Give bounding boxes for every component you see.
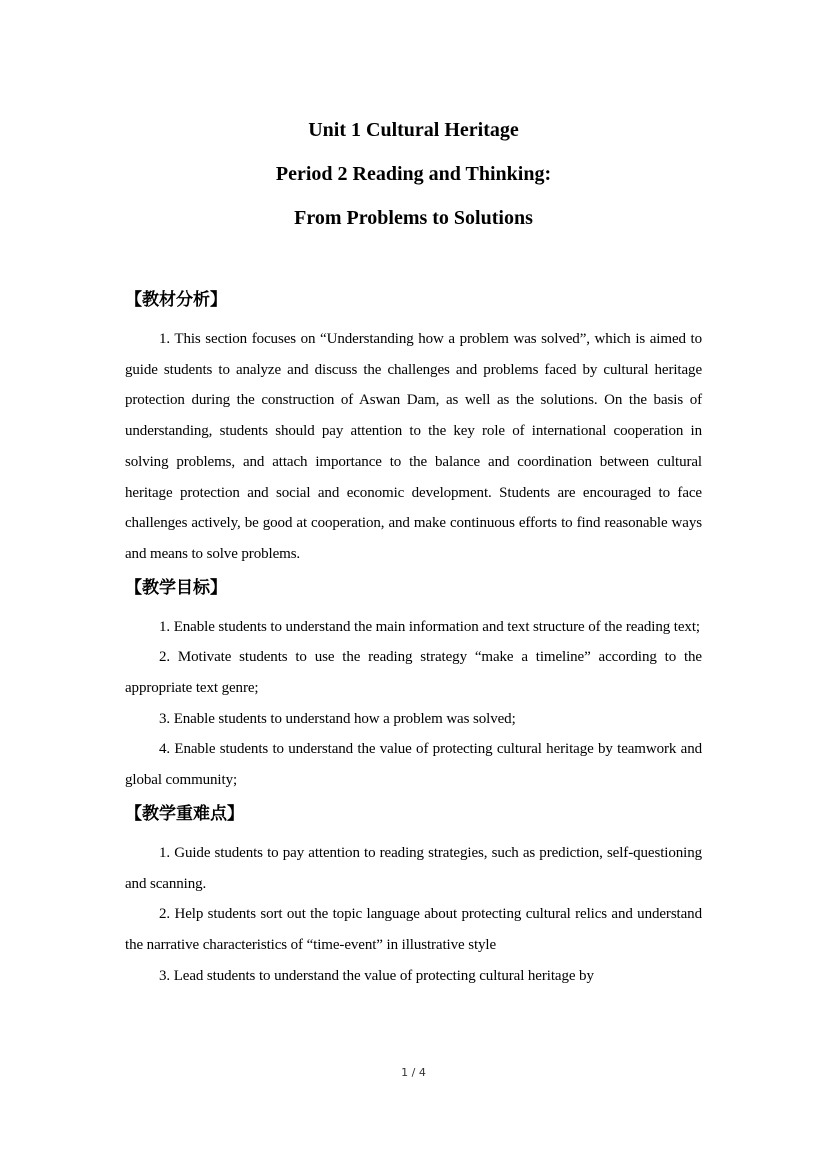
section-heading-teaching-objectives: 【教学目标】 [125,577,227,598]
document-title [0,108,827,240]
paragraph: 1. Enable students to understand the main information and text structure of the reading text; [159,618,700,635]
page-number: 1 / 4 [401,1066,426,1079]
paragraph: 2. Help students sort out the topic language about protecting cultural relics and understand the narrative characteristics of “time-event” in illustrative style [125,906,702,953]
paragraph: 1. Guide students to pay attention to reading strategies, such as prediction, self-questioning and scanning. [125,844,702,892]
paragraph: 1. This section focuses on “Understanding how a problem was solved”, which is aimed to guide students to analyze and discuss the challenges and problems faced by cultural heritage protection during the construction of Aswan Dam, as well as the solutions. On the basis of understanding, students should pay attention to the key role of international cooperation in solving problems, and attach importance to the balance and coordination between cultural heritage protection and social and economic development. Students are encouraged to face challenges actively, be good at cooperation, and make continuous efforts to find reasonable ways and means to solve problems. [125,331,702,562]
title-line-subtitle: From Problems to Solutions [294,207,533,229]
section-heading-textbook-analysis: 【教材分析】 [125,290,227,310]
title-line-unit: Unit 1 Cultural Heritage [308,119,519,141]
paragraph: 4. Enable students to understand the value of protecting cultural heritage by teamwork and global community; [125,741,702,789]
section-heading-key-difficulties: 【教学重难点】 [125,803,244,824]
document-body [125,282,702,991]
paragraph: 3. Lead students to understand the value of protecting cultural heritage by [159,967,594,984]
paragraph: 3. Enable students to understand how a problem was solved; [159,710,516,727]
title-line-period: Period 2 Reading and Thinking: [275,163,552,185]
paragraph: 2. Motivate students to use the reading strategy “make a timeline” according to the appropriate text genre; [125,649,702,697]
